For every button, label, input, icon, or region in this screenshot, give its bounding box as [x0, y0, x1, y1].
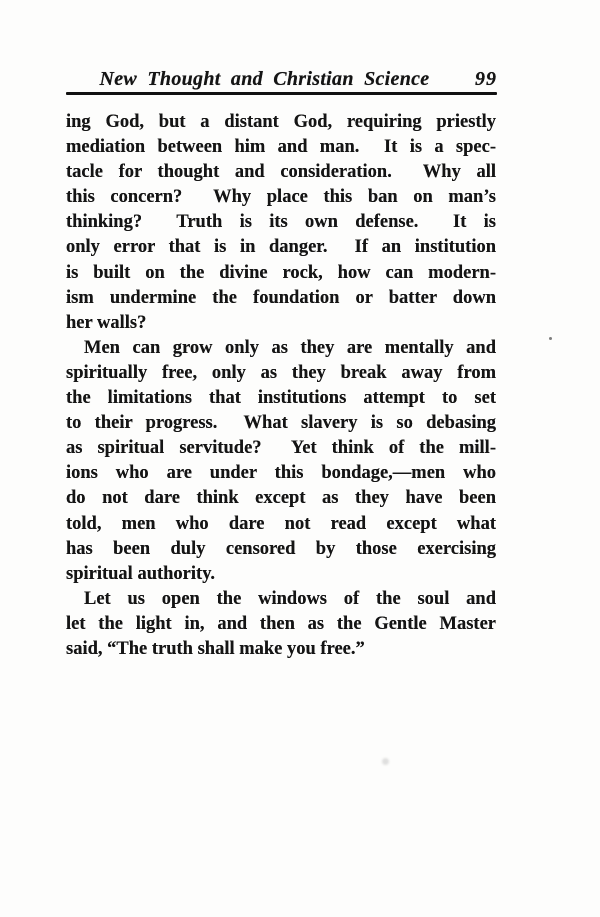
text-line: tacle for thought and consideration. Why all	[66, 162, 496, 183]
ink-speck	[549, 337, 552, 340]
page-number: 99	[475, 68, 497, 90]
text-line: this concern? Why place this ban on man’s	[66, 187, 496, 208]
text-line: mediation between him and man. It is a spec-	[66, 137, 496, 158]
header-rule	[66, 92, 497, 95]
text-line: ism undermine the foundation or batter down	[66, 287, 496, 308]
text-line: her walls?	[66, 312, 147, 333]
text-line: ions who are under this bondage,—men who	[66, 463, 496, 484]
text-line: only error that is in danger. If an institution	[66, 237, 496, 258]
running-head-title: New Thought and Christian Science	[99, 68, 430, 90]
text-line: spiritual authority.	[66, 563, 216, 584]
text-line: is built on the divine rock, how can modern-	[66, 262, 496, 283]
text-line: Men can grow only as they are mentally and	[84, 337, 496, 358]
text-line: to their progress. What slavery is so debasing	[66, 413, 496, 434]
text-line: do not dare think except as they have been	[66, 488, 496, 509]
text-line: spiritually free, only as they break away from	[66, 362, 496, 383]
running-head	[66, 67, 497, 91]
text-line: as spiritual servitude? Yet think of the mill-	[66, 438, 496, 459]
text-line: the limitations that institutions attempt to set	[66, 388, 496, 409]
text-line: let the light in, and then as the Gentle Master	[66, 613, 496, 634]
page-body	[66, 110, 496, 662]
text-line: said, “The truth shall make you free.”	[66, 638, 365, 659]
text-line: thinking? Truth is its own defense. It is	[66, 212, 496, 233]
ink-speck	[382, 758, 389, 765]
text-line: ing God, but a distant God, requiring priestly	[66, 112, 496, 132]
text-line: has been duly censored by those exercising	[66, 538, 496, 559]
text-line: told, men who dare not read except what	[66, 513, 496, 534]
text-line: Let us open the windows of the soul and	[84, 588, 496, 609]
